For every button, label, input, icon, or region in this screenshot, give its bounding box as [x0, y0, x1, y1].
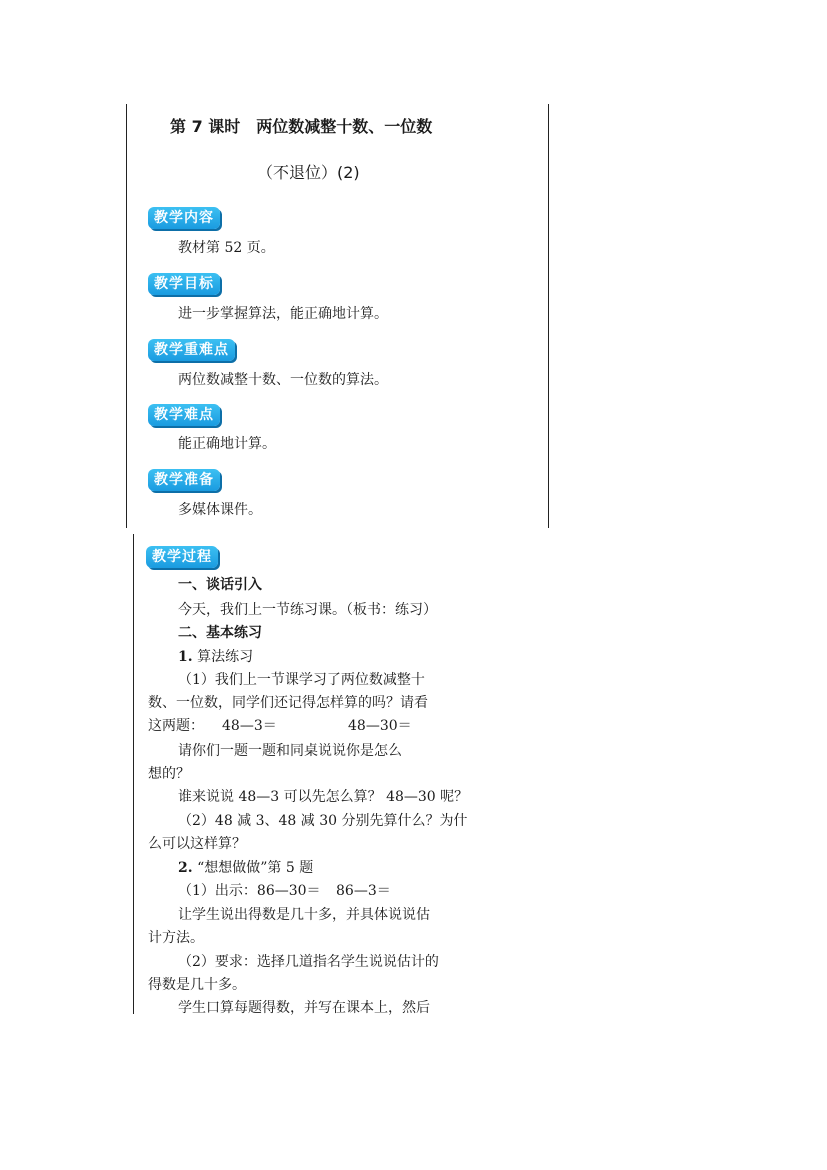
section-text-key-points: 两位数减整十数、一位数的算法。 — [178, 372, 388, 388]
section-text-preparation: 多媒体课件。 — [178, 502, 262, 518]
para-5: 学生口算每题得数，并写在课本上，然后 — [178, 1000, 430, 1016]
q4-line-1: （2）要求：选择几道指名学生说说估计的 — [178, 954, 439, 970]
lesson-subtitle: （不退位）(2) — [257, 163, 360, 182]
q1-line-3-lead: 这两题： — [148, 718, 204, 734]
q3-expression-1: （1）出示：86—30＝ — [178, 883, 321, 899]
para-2-line-1: 请你们一题一题和同桌说说你是怎么 — [178, 743, 402, 759]
section-badge-process: 教学过程 — [146, 546, 218, 568]
section-badge-preparation: 教学准备 — [148, 469, 220, 491]
subsection-1-label: 算法练习 — [197, 649, 254, 665]
q1-expression-2: 48—30＝ — [348, 718, 412, 734]
q1-line-2: 数、一位数，同学们还记得怎样算的吗？请看 — [148, 695, 428, 711]
heading-intro: 一、谈话引入 — [178, 577, 262, 593]
section-badge-content: 教学内容 — [148, 207, 220, 229]
right-margin-line-top — [548, 104, 549, 528]
subsection-2-title — [178, 858, 313, 878]
q1-line-1: （1）我们上一节课学习了两位数减整十 — [178, 672, 425, 688]
subsection-1-title — [178, 647, 253, 667]
intro-text: 今天，我们上一节练习课。（板书：练习） — [178, 602, 437, 618]
section-badge-difficulties: 教学难点 — [148, 404, 220, 426]
para-2-line-2: 想的？ — [148, 766, 190, 782]
q4-line-2: 得数是几十多。 — [148, 977, 246, 993]
section-badge-key-points: 教学重难点 — [148, 339, 235, 361]
q1-expression-1: 48—3＝ — [222, 718, 277, 734]
left-margin-line-top — [126, 104, 127, 528]
q2-line-1: （2）48 减 3、48 减 30 分别先算什么？为什 — [178, 813, 468, 829]
para-4-line-1: 让学生说出得数是几十多，并具体说说估 — [178, 907, 430, 923]
heading-basic-practice: 二、基本练习 — [178, 625, 262, 641]
section-badge-goals: 教学目标 — [148, 273, 220, 295]
section-text-content: 教材第 52 页。 — [178, 240, 275, 256]
para-3: 谁来说说 48—3 可以先怎么算？ 48—30 呢？ — [178, 789, 469, 805]
subsection-1-number: 1. — [178, 649, 193, 665]
subsection-2-label: “想想做做”第 5 题 — [197, 860, 314, 876]
subsection-2-number: 2. — [178, 860, 193, 876]
para-4-line-2: 计方法。 — [148, 930, 204, 946]
q2-line-2: 么可以这样算？ — [148, 836, 246, 852]
section-text-goals: 进一步掌握算法，能正确地计算。 — [178, 306, 388, 322]
q3-expression-2: 86—3＝ — [336, 883, 391, 899]
left-margin-line-bottom — [133, 534, 134, 1014]
lesson-title: 第 7 课时 两位数减整十数、一位数 — [170, 117, 433, 136]
section-text-difficulties: 能正确地计算。 — [178, 436, 276, 452]
